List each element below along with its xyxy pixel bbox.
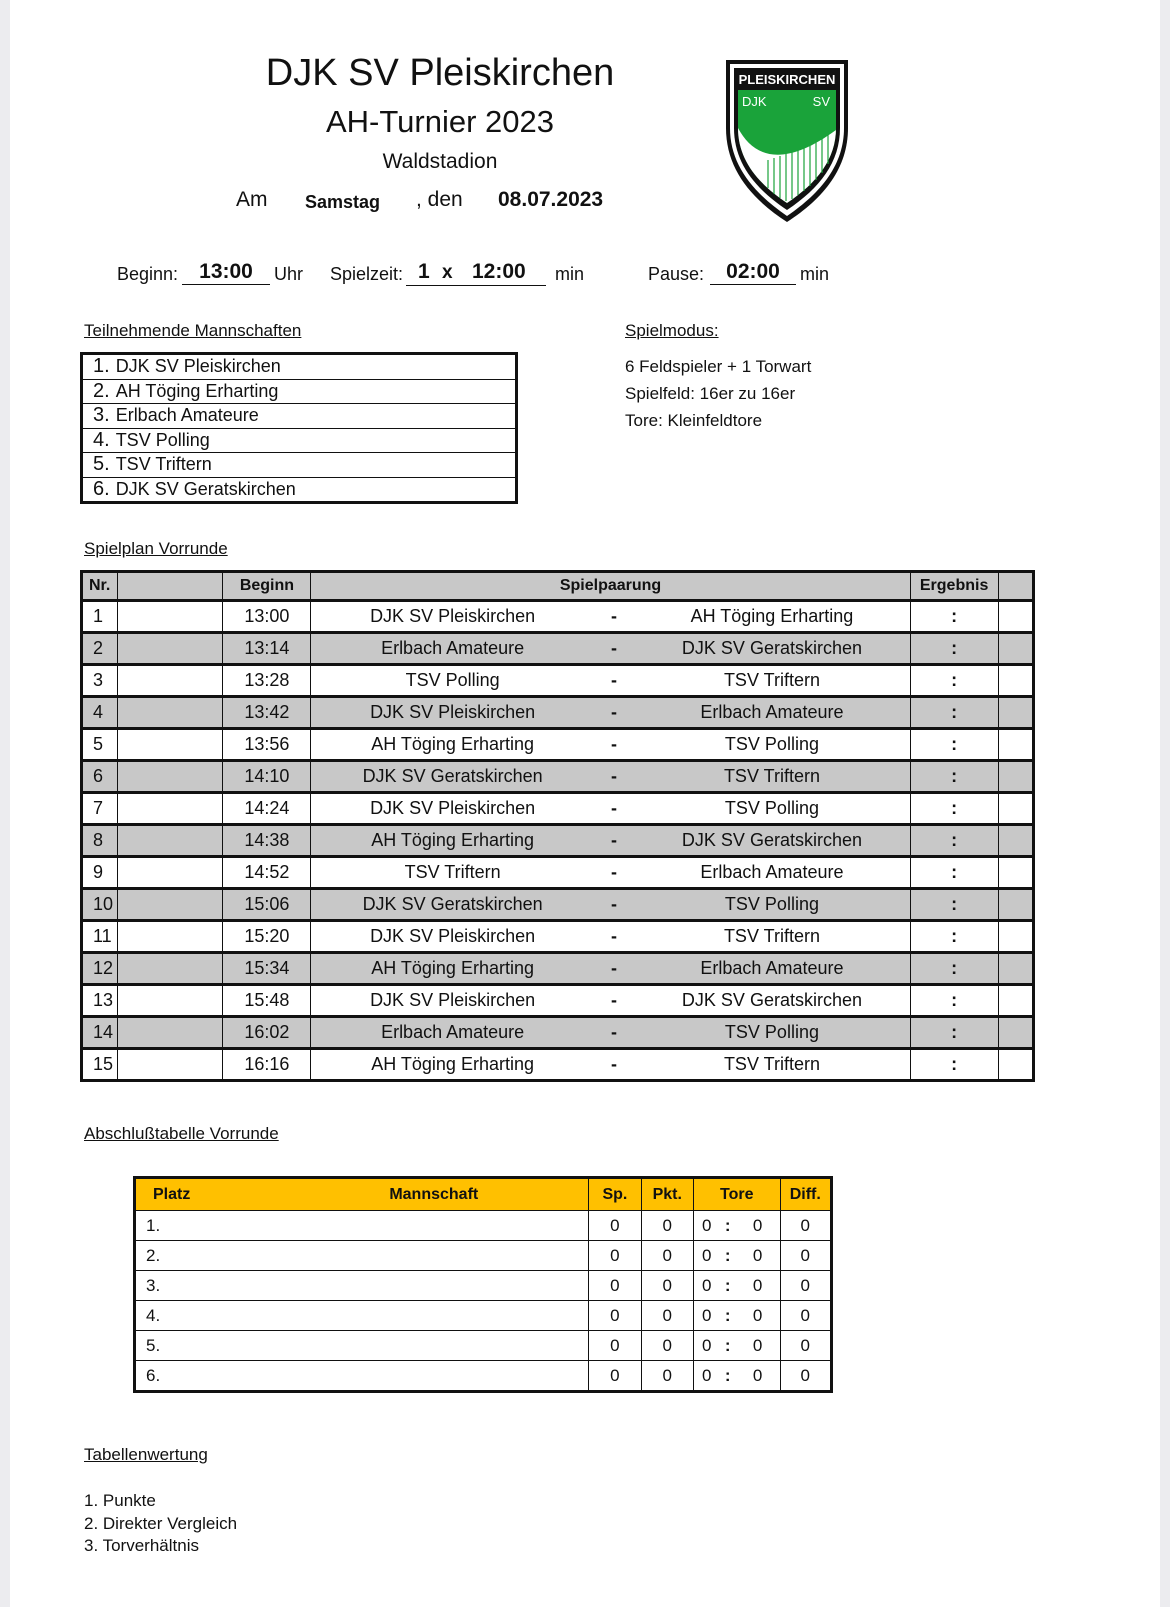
match-result: : bbox=[910, 825, 998, 857]
team-number: 4. bbox=[93, 428, 110, 451]
match-result: : bbox=[910, 793, 998, 825]
match-number: 14 bbox=[82, 1017, 118, 1049]
standing-goals-for: 0 bbox=[693, 1271, 719, 1301]
match-row bbox=[82, 697, 1034, 729]
home-team: DJK SV Pleiskirchen bbox=[311, 985, 594, 1017]
standing-row bbox=[135, 1301, 832, 1331]
pause-min-label: min bbox=[800, 264, 830, 284]
match-number: 9 bbox=[82, 857, 118, 889]
match-extra bbox=[998, 729, 1033, 761]
match-blank bbox=[118, 793, 223, 825]
standing-goals-colon: : bbox=[720, 1331, 736, 1361]
document-page bbox=[10, 0, 1160, 1607]
standing-goals-for: 0 bbox=[693, 1241, 719, 1271]
standing-sp: 0 bbox=[589, 1361, 641, 1392]
beginn-value: 13:00 bbox=[182, 260, 270, 285]
home-team: Erlbach Amateure bbox=[311, 633, 594, 665]
match-blank bbox=[118, 825, 223, 857]
match-time: 16:02 bbox=[223, 1017, 311, 1049]
away-team: Erlbach Amateure bbox=[634, 697, 910, 729]
standing-pkt: 0 bbox=[641, 1211, 693, 1241]
match-extra bbox=[998, 857, 1033, 889]
team-cell bbox=[82, 477, 517, 503]
team-cell bbox=[82, 354, 517, 380]
match-time: 14:10 bbox=[223, 761, 311, 793]
standing-goals-against: 0 bbox=[736, 1361, 780, 1392]
standing-goals-for: 0 bbox=[693, 1361, 719, 1392]
match-row bbox=[82, 1017, 1034, 1049]
match-blank bbox=[118, 889, 223, 921]
standing-diff: 0 bbox=[780, 1241, 831, 1271]
match-row bbox=[82, 857, 1034, 889]
standing-place: 3. bbox=[135, 1271, 589, 1301]
home-team: AH Töging Erharting bbox=[311, 825, 594, 857]
standing-place: 2. bbox=[135, 1241, 589, 1271]
schedule-heading: Spielplan Vorrunde bbox=[84, 539, 228, 558]
rule-item: 1. Punkte bbox=[84, 1491, 156, 1510]
home-team: DJK SV Pleiskirchen bbox=[311, 921, 594, 953]
teams-list bbox=[80, 352, 518, 504]
away-team: TSV Triftern bbox=[634, 665, 910, 697]
standing-sp: 0 bbox=[589, 1241, 641, 1271]
team-name: Erlbach Amateure bbox=[115, 405, 259, 426]
spielzeit-x: x bbox=[442, 262, 453, 283]
away-team: TSV Polling bbox=[634, 1017, 910, 1049]
match-result: : bbox=[910, 1017, 998, 1049]
match-blank bbox=[118, 953, 223, 985]
standings-heading: Abschlußtabelle Vorrunde bbox=[84, 1124, 279, 1143]
match-time: 16:16 bbox=[223, 1049, 311, 1081]
event-date: 08.07.2023 bbox=[498, 188, 604, 211]
match-blank bbox=[118, 601, 223, 633]
away-team: TSV Polling bbox=[634, 793, 910, 825]
standing-goals-colon: : bbox=[720, 1361, 736, 1392]
col-sp: Sp. bbox=[589, 1178, 641, 1211]
col-pairing: Spielpaarung bbox=[311, 572, 910, 601]
match-blank bbox=[118, 729, 223, 761]
weekday: Samstag bbox=[305, 192, 381, 212]
match-extra bbox=[998, 761, 1033, 793]
home-team: DJK SV Pleiskirchen bbox=[311, 793, 594, 825]
standing-row bbox=[135, 1361, 832, 1392]
standing-goals-colon: : bbox=[720, 1271, 736, 1301]
match-extra bbox=[998, 601, 1033, 633]
home-team: DJK SV Pleiskirchen bbox=[311, 697, 594, 729]
match-result: : bbox=[910, 953, 998, 985]
match-time: 15:20 bbox=[223, 921, 311, 953]
match-time: 14:24 bbox=[223, 793, 311, 825]
match-blank bbox=[118, 633, 223, 665]
team-row bbox=[82, 477, 517, 503]
home-team: AH Töging Erharting bbox=[311, 729, 594, 761]
standing-goals-colon: : bbox=[720, 1241, 736, 1271]
col-pkt: Pkt. bbox=[641, 1178, 693, 1211]
club-logo bbox=[724, 58, 850, 224]
match-extra bbox=[998, 921, 1033, 953]
standing-goals-against: 0 bbox=[736, 1301, 780, 1331]
match-number: 4 bbox=[82, 697, 118, 729]
club-crest-icon bbox=[724, 58, 850, 224]
spielzeit-label: Spielzeit: bbox=[330, 264, 404, 284]
away-team: AH Töging Erharting bbox=[634, 601, 910, 633]
spielzeit-count: 1 bbox=[418, 260, 430, 283]
team-cell bbox=[82, 379, 517, 404]
match-result: : bbox=[910, 857, 998, 889]
match-time: 15:34 bbox=[223, 953, 311, 985]
standing-pkt: 0 bbox=[641, 1271, 693, 1301]
standing-diff: 0 bbox=[780, 1301, 831, 1331]
logo-left-text: DJK bbox=[742, 94, 767, 109]
match-number: 13 bbox=[82, 985, 118, 1017]
standing-sp: 0 bbox=[589, 1271, 641, 1301]
standing-goals-against: 0 bbox=[736, 1241, 780, 1271]
col-nr: Nr. bbox=[82, 572, 118, 601]
standing-goals-for: 0 bbox=[693, 1301, 719, 1331]
rules-list bbox=[84, 1490, 237, 1558]
match-time: 13:56 bbox=[223, 729, 311, 761]
match-number: 1 bbox=[82, 601, 118, 633]
venue: Waldstadion bbox=[382, 150, 498, 173]
club-title: DJK SV Pleiskirchen bbox=[265, 52, 615, 94]
standing-diff: 0 bbox=[780, 1271, 831, 1301]
pause-value: 02:00 bbox=[710, 260, 796, 285]
match-extra bbox=[998, 985, 1033, 1017]
standing-sp: 0 bbox=[589, 1331, 641, 1361]
match-dash: - bbox=[594, 985, 634, 1017]
match-blank bbox=[118, 985, 223, 1017]
team-row bbox=[82, 379, 517, 404]
rule-item: 3. Torverhältnis bbox=[84, 1536, 199, 1555]
standing-goals-against: 0 bbox=[736, 1271, 780, 1301]
col-team: Mannschaft bbox=[389, 1185, 479, 1203]
away-team: TSV Polling bbox=[634, 889, 910, 921]
match-row bbox=[82, 953, 1034, 985]
match-time: 15:06 bbox=[223, 889, 311, 921]
team-name: TSV Polling bbox=[115, 429, 210, 450]
standing-diff: 0 bbox=[780, 1331, 831, 1361]
standing-row bbox=[135, 1331, 832, 1361]
spielzeit-value: 12:00 bbox=[472, 260, 526, 283]
standing-diff: 0 bbox=[780, 1361, 831, 1392]
match-dash: - bbox=[594, 761, 634, 793]
team-cell bbox=[82, 428, 517, 453]
match-blank bbox=[118, 1049, 223, 1081]
home-team: DJK SV Pleiskirchen bbox=[311, 601, 594, 633]
col-result: Ergebnis bbox=[910, 572, 998, 601]
away-team: DJK SV Geratskirchen bbox=[634, 985, 910, 1017]
home-team: TSV Polling bbox=[311, 665, 594, 697]
col-extra bbox=[998, 572, 1033, 601]
standing-place: 1. bbox=[135, 1211, 589, 1241]
standing-goals-colon: : bbox=[720, 1211, 736, 1241]
match-row bbox=[82, 601, 1034, 633]
match-result: : bbox=[910, 697, 998, 729]
col-beginn: Beginn bbox=[223, 572, 311, 601]
home-team: Erlbach Amateure bbox=[311, 1017, 594, 1049]
match-result: : bbox=[910, 1049, 998, 1081]
home-team: AH Töging Erharting bbox=[311, 953, 594, 985]
team-number: 2. bbox=[93, 379, 110, 402]
match-dash: - bbox=[594, 729, 634, 761]
match-extra bbox=[998, 665, 1033, 697]
standing-place: 5. bbox=[135, 1331, 589, 1361]
match-number: 7 bbox=[82, 793, 118, 825]
modus-line: Spielfeld: 16er zu 16er bbox=[625, 384, 796, 403]
match-extra bbox=[998, 825, 1033, 857]
match-row bbox=[82, 889, 1034, 921]
tournament-title: AH-Turnier 2023 bbox=[325, 104, 554, 139]
standing-goals-against: 0 bbox=[736, 1211, 780, 1241]
match-dash: - bbox=[594, 921, 634, 953]
match-extra bbox=[998, 633, 1033, 665]
match-row bbox=[82, 1049, 1034, 1081]
away-team: TSV Triftern bbox=[634, 1049, 910, 1081]
match-row bbox=[82, 825, 1034, 857]
modus-lines bbox=[625, 353, 811, 434]
col-platz-mannschaft bbox=[135, 1178, 589, 1211]
match-dash: - bbox=[594, 601, 634, 633]
standing-sp: 0 bbox=[589, 1211, 641, 1241]
col-blank bbox=[118, 572, 223, 601]
away-team: Erlbach Amateure bbox=[634, 953, 910, 985]
match-extra bbox=[998, 793, 1033, 825]
standing-row bbox=[135, 1241, 832, 1271]
standing-pkt: 0 bbox=[641, 1241, 693, 1271]
standing-pkt: 0 bbox=[641, 1361, 693, 1392]
spielzeit-field bbox=[406, 260, 546, 286]
match-extra bbox=[998, 697, 1033, 729]
match-row bbox=[82, 633, 1034, 665]
standing-goals-for: 0 bbox=[693, 1211, 719, 1241]
standing-row bbox=[135, 1271, 832, 1301]
home-team: DJK SV Geratskirchen bbox=[311, 761, 594, 793]
standings-table bbox=[133, 1176, 833, 1393]
rule-item: 2. Direkter Vergleich bbox=[84, 1513, 238, 1533]
team-name: AH Töging Erharting bbox=[115, 380, 279, 401]
match-dash: - bbox=[594, 633, 634, 665]
match-blank bbox=[118, 665, 223, 697]
pause-label: Pause: bbox=[648, 264, 705, 284]
match-dash: - bbox=[594, 697, 634, 729]
away-team: DJK SV Geratskirchen bbox=[634, 633, 910, 665]
standing-pkt: 0 bbox=[641, 1301, 693, 1331]
match-result: : bbox=[910, 985, 998, 1017]
match-number: 2 bbox=[82, 633, 118, 665]
match-time: 13:42 bbox=[223, 697, 311, 729]
match-number: 12 bbox=[82, 953, 118, 985]
col-tore: Tore bbox=[693, 1178, 780, 1211]
match-result: : bbox=[910, 729, 998, 761]
home-team: AH Töging Erharting bbox=[311, 1049, 594, 1081]
match-number: 11 bbox=[82, 921, 118, 953]
home-team: DJK SV Geratskirchen bbox=[311, 889, 594, 921]
standing-goals-colon: : bbox=[720, 1301, 736, 1331]
team-name: DJK SV Pleiskirchen bbox=[115, 356, 281, 377]
match-row bbox=[82, 729, 1034, 761]
match-result: : bbox=[910, 633, 998, 665]
match-dash: - bbox=[594, 665, 634, 697]
teams-heading: Teilnehmende Mannschaften bbox=[84, 321, 302, 340]
match-number: 6 bbox=[82, 761, 118, 793]
match-dash: - bbox=[594, 1017, 634, 1049]
away-team: TSV Triftern bbox=[634, 761, 910, 793]
home-team: TSV Triftern bbox=[311, 857, 594, 889]
match-row bbox=[82, 761, 1034, 793]
rules-heading: Tabellenwertung bbox=[84, 1445, 208, 1464]
team-name: DJK SV Geratskirchen bbox=[115, 478, 296, 499]
match-dash: - bbox=[594, 793, 634, 825]
uhr-label: Uhr bbox=[274, 264, 304, 284]
match-blank bbox=[118, 697, 223, 729]
beginn-label: Beginn: bbox=[117, 264, 179, 284]
team-number: 5. bbox=[93, 453, 110, 476]
team-number: 3. bbox=[93, 404, 110, 427]
match-row bbox=[82, 985, 1034, 1017]
standing-diff: 0 bbox=[780, 1211, 831, 1241]
match-extra bbox=[998, 953, 1033, 985]
match-dash: - bbox=[594, 889, 634, 921]
away-team: DJK SV Geratskirchen bbox=[634, 825, 910, 857]
team-number: 1. bbox=[93, 355, 110, 378]
standing-pkt: 0 bbox=[641, 1331, 693, 1361]
match-row bbox=[82, 665, 1034, 697]
team-row bbox=[82, 428, 517, 453]
match-dash: - bbox=[594, 1049, 634, 1081]
match-dash: - bbox=[594, 857, 634, 889]
standing-row bbox=[135, 1211, 832, 1241]
match-number: 3 bbox=[82, 665, 118, 697]
match-number: 5 bbox=[82, 729, 118, 761]
match-time: 14:38 bbox=[223, 825, 311, 857]
match-time: 14:52 bbox=[223, 857, 311, 889]
match-blank bbox=[118, 921, 223, 953]
logo-right-text: SV bbox=[812, 94, 830, 109]
standing-goals-against: 0 bbox=[736, 1331, 780, 1361]
match-dash: - bbox=[594, 953, 634, 985]
match-row bbox=[82, 793, 1034, 825]
standing-place: 6. bbox=[135, 1361, 589, 1392]
match-blank bbox=[118, 1017, 223, 1049]
col-diff: Diff. bbox=[780, 1178, 831, 1211]
standing-goals-for: 0 bbox=[693, 1331, 719, 1361]
away-team: Erlbach Amateure bbox=[634, 857, 910, 889]
match-blank bbox=[118, 761, 223, 793]
den-label: , den bbox=[416, 188, 463, 211]
match-extra bbox=[998, 1017, 1033, 1049]
away-team: TSV Polling bbox=[634, 729, 910, 761]
match-time: 15:48 bbox=[223, 985, 311, 1017]
standing-place: 4. bbox=[135, 1301, 589, 1331]
am-label: Am bbox=[236, 188, 268, 211]
logo-top-text: PLEISKIRCHEN bbox=[738, 72, 836, 87]
match-extra bbox=[998, 1049, 1033, 1081]
away-team: TSV Triftern bbox=[634, 921, 910, 953]
modus-line: 6 Feldspieler + 1 Torwart bbox=[625, 357, 812, 376]
match-dash: - bbox=[594, 825, 634, 857]
match-row bbox=[82, 921, 1034, 953]
match-result: : bbox=[910, 761, 998, 793]
modus-heading: Spielmodus: bbox=[625, 321, 719, 340]
match-number: 10 bbox=[82, 889, 118, 921]
match-result: : bbox=[910, 889, 998, 921]
match-result: : bbox=[910, 601, 998, 633]
match-result: : bbox=[910, 665, 998, 697]
match-time: 13:00 bbox=[223, 601, 311, 633]
spielzeit-min-label: min bbox=[555, 264, 585, 284]
team-number: 6. bbox=[93, 477, 110, 500]
match-blank bbox=[118, 857, 223, 889]
modus-line: Tore: Kleinfeldtore bbox=[625, 411, 763, 430]
team-name: TSV Triftern bbox=[115, 454, 212, 475]
schedule-table bbox=[80, 570, 1035, 1082]
team-cell bbox=[82, 453, 517, 478]
team-cell bbox=[82, 404, 517, 429]
match-result: : bbox=[910, 921, 998, 953]
match-extra bbox=[998, 889, 1033, 921]
col-platz: Platz bbox=[153, 1185, 191, 1203]
match-number: 15 bbox=[82, 1049, 118, 1081]
team-row bbox=[82, 453, 517, 478]
team-row bbox=[82, 404, 517, 429]
standing-sp: 0 bbox=[589, 1301, 641, 1331]
match-time: 13:14 bbox=[223, 633, 311, 665]
team-row bbox=[82, 354, 517, 380]
match-time: 13:28 bbox=[223, 665, 311, 697]
match-number: 8 bbox=[82, 825, 118, 857]
